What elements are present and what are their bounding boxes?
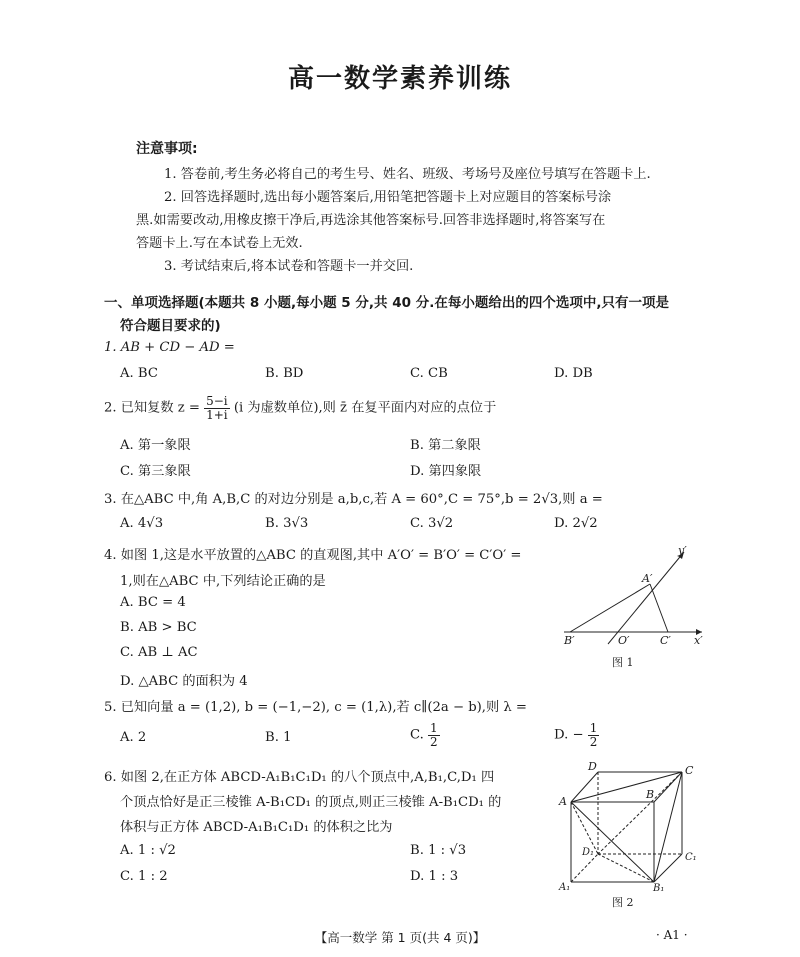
q5-option-c-den: 2 <box>430 734 438 749</box>
q5-option-d-den: 2 <box>589 734 598 749</box>
q3-option-b: B. 3√3 <box>265 516 309 531</box>
notice-line-2: 2. 回答选择题时,选出每小题答案后,用铅笔把答题卡上对应题目的答案标号涂 <box>164 190 612 205</box>
question-2-stem <box>104 395 496 421</box>
edge-a1d1 <box>571 854 598 882</box>
q2-fraction <box>204 395 230 421</box>
q2-option-d: D. 第四象限 <box>410 464 482 479</box>
label-c: C <box>685 764 694 777</box>
label-c: C′ <box>660 634 671 647</box>
label-x-axis: x′ <box>694 634 703 647</box>
q2-option-a: A. 第一象限 <box>120 438 191 453</box>
q1-option-d: D. DB <box>554 366 593 381</box>
edge-b1d1 <box>598 854 654 882</box>
q5-option-b: B. 1 <box>265 730 292 745</box>
q5-option-d-prefix: D. − <box>554 727 584 743</box>
q2-frac-den: 1+i <box>206 407 228 422</box>
q4-option-c: C. AB ⊥ AC <box>120 645 198 660</box>
q2-option-c: C. 第三象限 <box>120 464 191 479</box>
edge-ad <box>571 772 598 802</box>
q2-frac-num: 5−i <box>206 394 228 408</box>
figure-1-diagram <box>556 544 706 674</box>
page-code: · A1 · <box>656 928 688 942</box>
figure-2-cube <box>556 760 706 910</box>
q3-option-d: D. 2√2 <box>554 516 598 531</box>
label-d1: D₁ <box>582 847 595 858</box>
figure-1-caption: 图 1 <box>612 656 634 669</box>
q4-option-a: A. BC = 4 <box>120 595 186 610</box>
question-4-stem: 4. 如图 1,这是水平放置的△ABC 的直观图,其中 A′O′ = B′O′ = C′O′ = <box>104 548 522 563</box>
q5-option-d <box>554 722 599 748</box>
question-6-stem-cont-2: 体积与正方体 ABCD-A₁B₁C₁D₁ 的体积之比为 <box>120 820 393 835</box>
q2-stem-suffix: (i 为虚数单位),则 z̄ 在复平面内对应的点位于 <box>233 400 497 416</box>
edge-cb1 <box>654 772 682 882</box>
notice-line-4: 答题卡上.写在本试卷上无效. <box>136 236 303 251</box>
q5-option-d-fraction <box>588 722 600 748</box>
notice-line-5: 3. 考试结束后,将本试卷和答题卡一并交回. <box>164 259 414 274</box>
section-heading-cont: 符合题目要求的) <box>120 318 221 334</box>
question-3-stem: 3. 在△ABC 中,角 A,B,C 的对边分别是 a,b,c,若 A = 60°,C = 75°,b = 2√3,则 a = <box>104 492 603 507</box>
q1-option-b: B. BD <box>265 366 304 381</box>
q5-option-c-num: 1 <box>430 721 438 735</box>
q5-option-d-num: 1 <box>589 721 598 735</box>
q2-stem-prefix: 2. 已知复数 z = <box>104 400 200 416</box>
page-title: 高一数学素养训练 <box>287 64 512 94</box>
y-axis-line <box>608 552 684 644</box>
edge-b1c1 <box>654 854 682 882</box>
edge-ac <box>571 772 682 802</box>
label-a1: A₁ <box>559 882 571 893</box>
q3-option-a: A. 4√3 <box>120 516 164 531</box>
q5-option-c-prefix: C. <box>410 727 424 743</box>
label-a: A <box>559 795 567 808</box>
label-b1: B₁ <box>653 883 665 894</box>
page-footer: 【高一数学 第 1 页(共 4 页)】 <box>314 930 486 945</box>
section-heading: 一、单项选择题(本题共 8 小题,每小题 5 分,共 40 分.在每小题给出的四个选项中,只有一项是 <box>104 295 669 311</box>
label-b: B <box>646 788 655 801</box>
notice-line-3: 黑.如需要改动,用橡皮擦干净后,再选涂其他答案标号.回答非选择题时,将答案写在 <box>136 213 606 228</box>
q6-option-a: A. 1 : √2 <box>120 843 176 858</box>
q5-option-c-fraction <box>428 722 440 748</box>
question-6-stem-cont-1: 个顶点恰好是正三棱锥 A-B₁CD₁ 的顶点,则正三棱锥 A-B₁CD₁ 的 <box>120 795 502 810</box>
label-a: A′ <box>642 572 653 585</box>
q4-option-b: B. AB > BC <box>120 620 197 635</box>
label-c1: C₁ <box>685 852 697 863</box>
notice-line-1: 1. 答卷前,考生务必将自己的考生号、姓名、班级、考场号及座位号填写在答题卡上. <box>164 167 651 182</box>
q1-option-a: A. BC <box>120 366 158 381</box>
q3-option-c: C. 3√2 <box>410 516 454 531</box>
edge-cd1 <box>598 772 682 854</box>
question-1-stem: 1. AB + CD − AD = <box>104 340 235 355</box>
question-5-stem: 5. 已知向量 a = (1,2), b = (−1,−2), c = (1,λ),若 c∥(2a − b),则 λ = <box>104 700 527 715</box>
question-4-stem-cont: 1,则在△ABC 中,下列结论正确的是 <box>120 574 326 589</box>
question-6-stem: 6. 如图 2,在正方体 ABCD-A₁B₁C₁D₁ 的八个顶点中,A,B₁,C,D₁ 四 <box>104 770 495 785</box>
q5-option-a: A. 2 <box>120 730 147 745</box>
figure-2-caption: 图 2 <box>612 896 634 909</box>
q2-option-b: B. 第二象限 <box>410 438 481 453</box>
q6-option-b: B. 1 : √3 <box>410 843 467 858</box>
label-d: D <box>588 760 597 773</box>
segment-ac <box>650 584 668 632</box>
notice-heading: 注意事项: <box>136 141 198 157</box>
q6-option-c: C. 1 : 2 <box>120 869 168 884</box>
q5-option-c <box>410 722 440 748</box>
q1-option-c: C. CB <box>410 366 448 381</box>
label-y-axis: y′ <box>678 544 687 557</box>
edge-ab1 <box>571 802 654 882</box>
q4-option-d: D. △ABC 的面积为 4 <box>120 674 248 689</box>
label-o: O′ <box>618 634 630 647</box>
label-b: B′ <box>564 634 575 647</box>
q6-option-d: D. 1 : 3 <box>410 869 459 884</box>
